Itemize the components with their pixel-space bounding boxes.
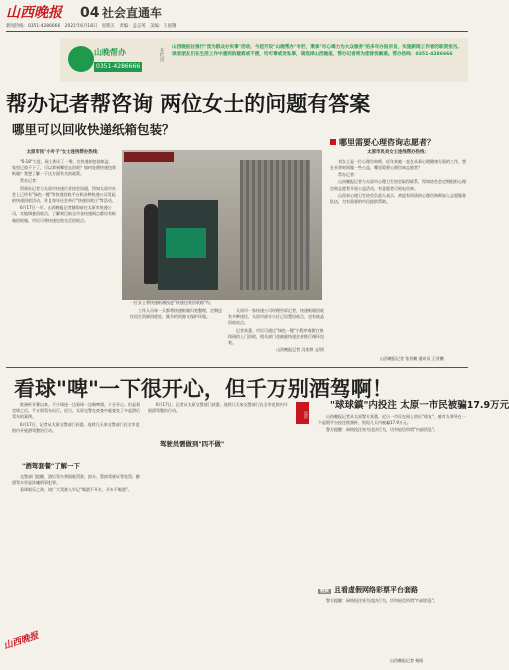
- newspaper-stamp: 山西晚报: [2, 631, 41, 652]
- subheadline-left: 哪里可以回收快递纸箱包装？: [12, 122, 175, 137]
- link-tag: 链接: [320, 589, 329, 594]
- section-divider: [6, 367, 468, 368]
- article-column-7: [318, 414, 468, 582]
- hotline-logo: [68, 42, 141, 78]
- subheadline-right-text: 哪里需要心理咨询志愿者？: [339, 138, 435, 147]
- subheadline-right: [330, 138, 435, 149]
- hotline-logo-text: 山晚帮办: [94, 48, 126, 57]
- paragraph: 工作人员每一天都将快递纸箱归类整理，定期送往再生资源回收处，既节约资源又保护环境。: [130, 308, 222, 320]
- banner-text: 山西晚报社推行"我为群众办实事"活动，今起开设"山晚帮办"专栏，秉承"尽心竭力为大众服务"的多年办报宗旨，实施新闻工作者的职责担当。读者朋友们在生活工作中遇到的疑难或不便，均可事或发私事，请选择山西晚报，帮办记者将为您排忧解难。帮办热线：0351-4286666: [172, 45, 462, 58]
- paragraph: 山西晚报记者与太原市心理卫生协会取得联系，得知协会会定期组织心理咨询志愿者开展公益活动，有意愿者可致电咨询。: [330, 179, 466, 191]
- newspaper-logo: 山西晚报: [6, 5, 62, 21]
- masthead-meta: 新闻热线：0351-4286666 2021年6月18日 星期五 责编：孟志英 美编：王国翔: [6, 24, 177, 29]
- photo-recycle-panel: [166, 228, 206, 258]
- bullet-icon: [330, 139, 336, 145]
- paragraph: 帮办记者：: [20, 178, 40, 184]
- byline: 山西晚报记者 冯奕婷 文/图: [276, 347, 324, 353]
- paragraph: 看球娱乐之余，请广大驾驶人牢记"喝酒不开车，开车不喝酒"。: [20, 487, 132, 493]
- fourth-headline: [318, 586, 418, 595]
- article-column-4: [12, 402, 142, 456]
- byline: 山西晚报记者 杨阳: [390, 658, 424, 663]
- subsection-heading-2: 驾驶员需做到"四不做": [160, 440, 225, 448]
- paragraph: 交警部门提醒，酒后驾车将面临罚款、扣分、暂扣驾驶证等处罚，醉酒驾车更是涉嫌刑事犯罪。: [12, 474, 140, 486]
- subsection-heading-1: "酒驾套餐"了解一下: [22, 462, 80, 470]
- paragraph: 山西晚报记者从太原警方获悉，近日一市民在网上结识"球友"，被对方诱导在一个虚假平台投注欧洲杯，短短几天内被骗17.9万元。: [318, 414, 466, 426]
- credit-2: [390, 658, 466, 666]
- paragraph: 记者获悉，市民可通过"绿色一键"小程序或拨打热线预约上门回收，相关部门也鼓励快递企业推行循环包装。: [228, 327, 324, 345]
- second-headline: 看球"啤"一下很开心，但千万别酒驾啊！: [14, 377, 393, 401]
- paragraph: 警方提醒：网络投注皆为违法行为，切勿轻信所谓"内部消息"。: [326, 427, 438, 433]
- paragraph: 山西省心理卫生协会负责人表示，欢迎有资质的心理咨询师加入志愿服务队伍，为有需要的市民提供帮助。: [330, 192, 466, 204]
- paragraph: 警方提醒：网络投注皆为违法行为，切勿轻信所谓"内部消息"。: [326, 598, 438, 603]
- paragraph: 帮办记者：: [338, 172, 358, 178]
- kicker: 太原市民"小叶子"女士连线帮办热线：: [26, 150, 102, 155]
- paragraph: 太原市一家快递公司经理告诉记者，快递纸箱回收有多种途径，太原市部分小区已设置回收点，也有废品回收站点。: [228, 308, 324, 326]
- article-column-8: [318, 598, 468, 658]
- page-number: 04: [80, 5, 100, 21]
- hotline-logo-icon: [68, 46, 94, 72]
- article-column-2a: [130, 308, 222, 358]
- photo-caption: 一位女士将快递纸箱投进"快递包装回收箱"内。: [130, 300, 214, 305]
- article-column-6: [148, 402, 288, 652]
- side-badge: 反诈: [296, 402, 309, 424]
- paragraph: 6月17日，记者从太原交警部门获悉，连续几天来交警部门在全市范围内开展酒驾整治行动。: [148, 402, 288, 414]
- hotline-phone: 0351-4286666: [94, 62, 142, 72]
- article-photo: [122, 150, 322, 300]
- photo-sign: [124, 152, 174, 162]
- paragraph: 欧洲杯开赛以来，不少球迷一边看球一边喝啤酒，十分开心。但是看完球之后，千万别驾车出行。近日，太原交警在夜查中就查处了多起酒后驾车的案例。: [12, 402, 140, 420]
- paragraph: 刘女士是一位心理咨询师，近年来她一直在从事心理健康方面的工作，想在业余时间做一些公益，哪里需要心理咨询志愿者？: [330, 158, 466, 171]
- paragraph: "6·18"大促，网上购买了一堆，在快递的包装纸盒，家里已放不下了，可以拿到哪里去回收？如何处理快递包装纸箱？我想了解一下这方面有关的政策。: [12, 158, 116, 177]
- third-headline: "球球鎮"内投注 太原一市民被骗17.9万元: [330, 400, 509, 411]
- fourth-headline-text: 且看虚假网络彩票平台套路: [334, 586, 418, 594]
- article-column-1: [12, 150, 116, 355]
- photo-door: [240, 160, 310, 290]
- article-column-5: [12, 474, 142, 624]
- article-column-2b: [228, 308, 324, 358]
- paragraph: 得到办记者与太原市快递行业协会沟通，得知太原市社会上已经有"绿色一键"等快递回收平台和各种快递公司发起的快递回收活动，并且每年还会举行"快递回收日"等活动。: [12, 185, 116, 203]
- photo-person: [144, 204, 158, 284]
- paragraph: 6月17日，记者从太原交警部门获悉，连续几天来交警部门在全市范围内开展酒驾整治行动。: [12, 421, 140, 433]
- section-title: 社会直通车: [102, 6, 163, 20]
- byline: 山西晚报记者 张晋鹏 通讯员 王晋鹏: [380, 356, 444, 361]
- kicker: 太原市民刘女士连线帮办热线：: [367, 150, 429, 155]
- paragraph: 6月17日一早，山西晚报记者随即前往太原市快递公司，实地调查回收点，了解到目前全市各快递网点都设有纸箱回收箱，市民可将快递包装交至回收点。: [12, 205, 116, 223]
- banner-label: 开栏语: [159, 48, 165, 62]
- column-banner: [60, 38, 468, 82]
- article-column-3: [330, 150, 466, 355]
- main-headline: 帮办记者帮咨询 两位女士的问题有答案: [6, 92, 371, 116]
- masthead: [6, 4, 468, 32]
- credit-1: [380, 356, 466, 364]
